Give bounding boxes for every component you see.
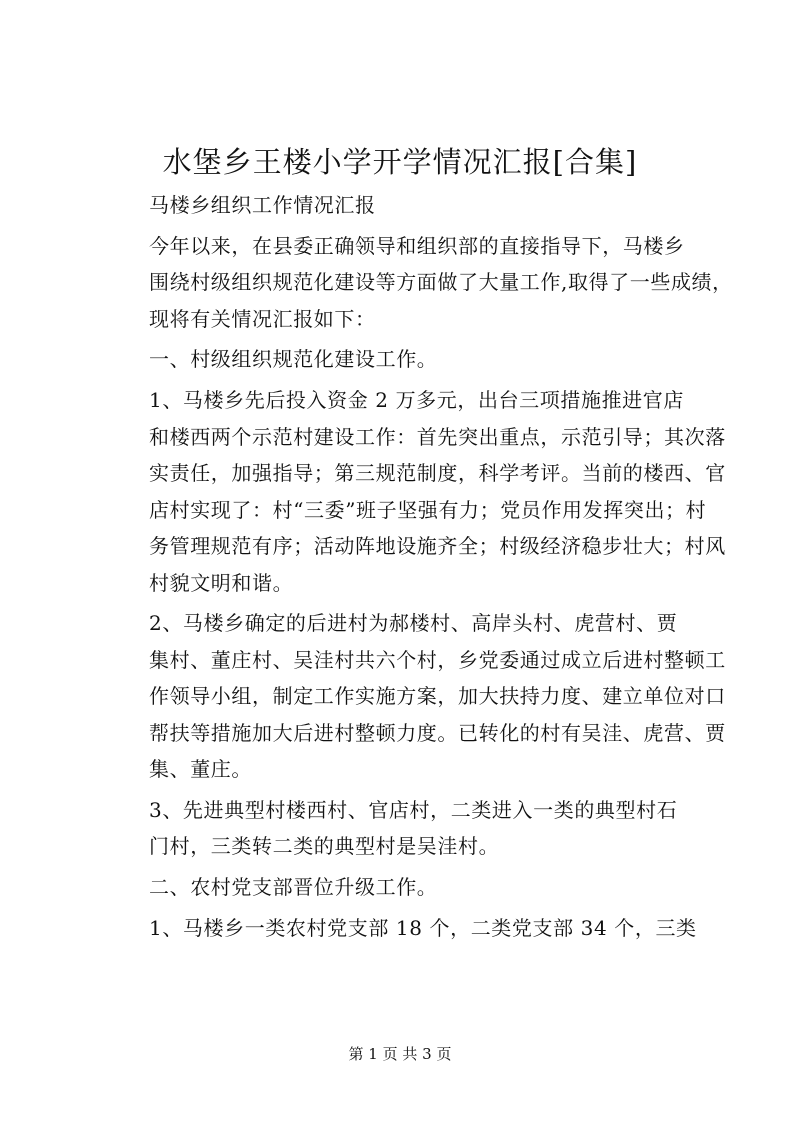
paragraph-item-1-1	[109, 382, 726, 601]
paragraph-item-2-1	[109, 910, 711, 947]
text-line: 集、董庄。	[149, 757, 252, 782]
text-line: 二、农村党支部晋位升级工作。	[149, 875, 438, 900]
text-line: 务管理规范有序；活动阵地设施齐全；村级经济稳步壮大；村风	[149, 534, 726, 559]
section-heading-1	[109, 341, 711, 378]
page-footer: 第 1 页 共 3 页	[348, 1045, 452, 1063]
paragraph-intro	[109, 228, 733, 338]
text-line: 村貌文明和谐。	[149, 570, 294, 595]
document-body	[109, 187, 733, 951]
paragraph-item-1-3	[109, 792, 711, 865]
section-heading-2	[109, 869, 711, 906]
text-line: 1、马楼乡一类农村党支部 18 个，二类党支部 34 个，三类	[149, 915, 697, 940]
text-line: 现将有关情况汇报如下：	[149, 306, 376, 331]
text-line: 实责任，加强指导；第三规范制度，科学考评。当前的楼西、官	[149, 461, 726, 486]
text-line: 门村，三类转二类的典型村是吴洼村。	[149, 834, 500, 859]
document-title: 水堡乡王楼小学开学情况汇报[合集]	[162, 145, 638, 179]
text-line: 帮扶等措施加大后进村整顿力度。已转化的村有吴洼、虎营、贾	[149, 720, 726, 745]
text-line: 集村、董庄村、吴洼村共六个村，乡党委通过成立后进村整顿工	[149, 647, 726, 672]
text-line: 店村实现了：村“三委”班子坚强有力；党员作用发挥突出；村	[149, 497, 707, 522]
text-line: 和楼西两个示范村建设工作：首先突出重点，示范引导；其次落	[149, 424, 726, 449]
text-line: 2、马楼乡确定的后进村为郝楼村、高岸头村、虎营村、贾	[149, 611, 678, 636]
text-line: 马楼乡组织工作情况汇报	[149, 193, 376, 217]
paragraph-item-1-2	[109, 605, 726, 788]
text-line: 3、先进典型村楼西村、官店村，二类进入一类的典型村石	[149, 797, 678, 822]
text-line: 1、马楼乡先后投入资金 2 万多元，出台三项措施推进官店	[149, 388, 684, 413]
text-line: 作领导小组，制定工作实施方案，加大扶持力度、建立单位对口	[149, 684, 726, 709]
paragraph-subtitle	[109, 187, 711, 224]
text-line: 今年以来，在县委正确领导和组织部的直接指导下，马楼乡	[149, 233, 685, 258]
text-line: 一、村级组织规范化建设工作。	[149, 347, 438, 372]
text-line: 围绕村级组织规范化建设等方面做了大量工作,取得了一些成绩，	[149, 270, 733, 295]
